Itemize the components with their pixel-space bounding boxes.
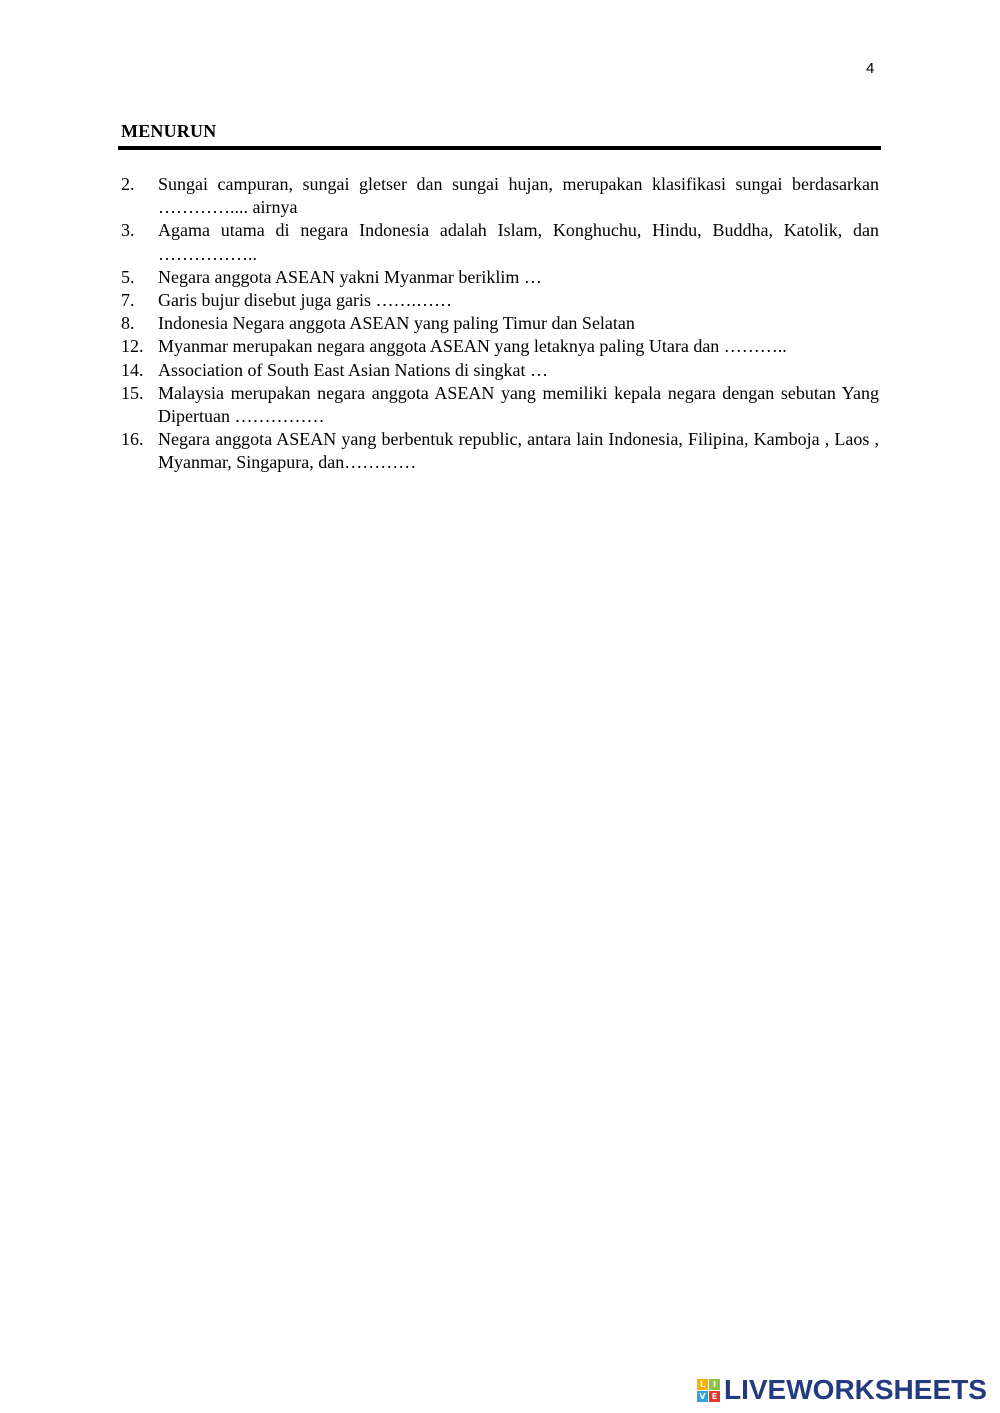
page-number: 4 bbox=[866, 60, 875, 77]
clue-text: Negara anggota ASEAN yakni Myanmar beriklim … bbox=[158, 266, 542, 287]
clue-item-12 bbox=[121, 335, 879, 358]
clue-number: 7. bbox=[121, 290, 135, 311]
clue-number: 15. bbox=[121, 382, 144, 403]
clue-item-7 bbox=[121, 289, 879, 312]
clue-list bbox=[121, 173, 879, 475]
clue-number: 16. bbox=[121, 429, 144, 450]
clue-text: Garis bujur disebut juga garis …….…… bbox=[158, 290, 452, 311]
clue-text: Malaysia merupakan negara anggota ASEAN yang memiliki kepala negara dengan sebutan Yang Dipertuan …………… bbox=[158, 382, 879, 427]
clue-number: 8. bbox=[121, 313, 135, 334]
section-heading-menurun: MENURUN bbox=[121, 121, 217, 141]
logo-letter-l: L bbox=[697, 1379, 708, 1390]
clue-text: Association of South East Asian Nations di singkat … bbox=[158, 359, 548, 380]
clue-item-15 bbox=[121, 382, 879, 428]
liveworksheets-brand bbox=[697, 1376, 987, 1404]
clue-text: Indonesia Negara anggota ASEAN yang paling Timur dan Selatan bbox=[158, 313, 635, 334]
clue-item-2 bbox=[121, 173, 879, 219]
clue-text: Myanmar merupakan negara anggota ASEAN yang letaknya paling Utara dan ……….. bbox=[158, 336, 787, 357]
clue-item-8 bbox=[121, 312, 879, 335]
clue-number: 5. bbox=[121, 266, 135, 287]
clue-text: Negara anggota ASEAN yang berbentuk republic, antara lain Indonesia, Filipina, Kamboja , Laos , Myanmar, Singapura, dan………… bbox=[158, 429, 879, 473]
clue-item-16 bbox=[121, 428, 879, 474]
clue-number: 12. bbox=[121, 336, 144, 357]
clue-item-3 bbox=[121, 219, 879, 265]
liveworksheets-wordmark: LIVEWORKSHEETS bbox=[724, 1374, 987, 1405]
clue-item-5 bbox=[121, 266, 879, 289]
heading-rule bbox=[118, 146, 881, 150]
logo-letter-i: I bbox=[709, 1379, 720, 1390]
logo-letter-v: V bbox=[697, 1391, 708, 1402]
clue-number: 2. bbox=[121, 174, 135, 194]
liveworksheets-logo-icon bbox=[697, 1379, 720, 1402]
clue-text: Sungai campuran, sungai gletser dan sungai hujan, merupakan klasifikasi sungai berdasarkan ………….... airnya bbox=[158, 174, 879, 218]
clue-item-14 bbox=[121, 359, 879, 382]
clue-text: Agama utama di negara Indonesia adalah Islam, Konghuchu, Hindu, Buddha, Katolik, dan …………….. bbox=[158, 220, 879, 264]
logo-letter-e: E bbox=[709, 1391, 720, 1402]
clue-number: 3. bbox=[121, 220, 135, 241]
clue-number: 14. bbox=[121, 359, 144, 380]
